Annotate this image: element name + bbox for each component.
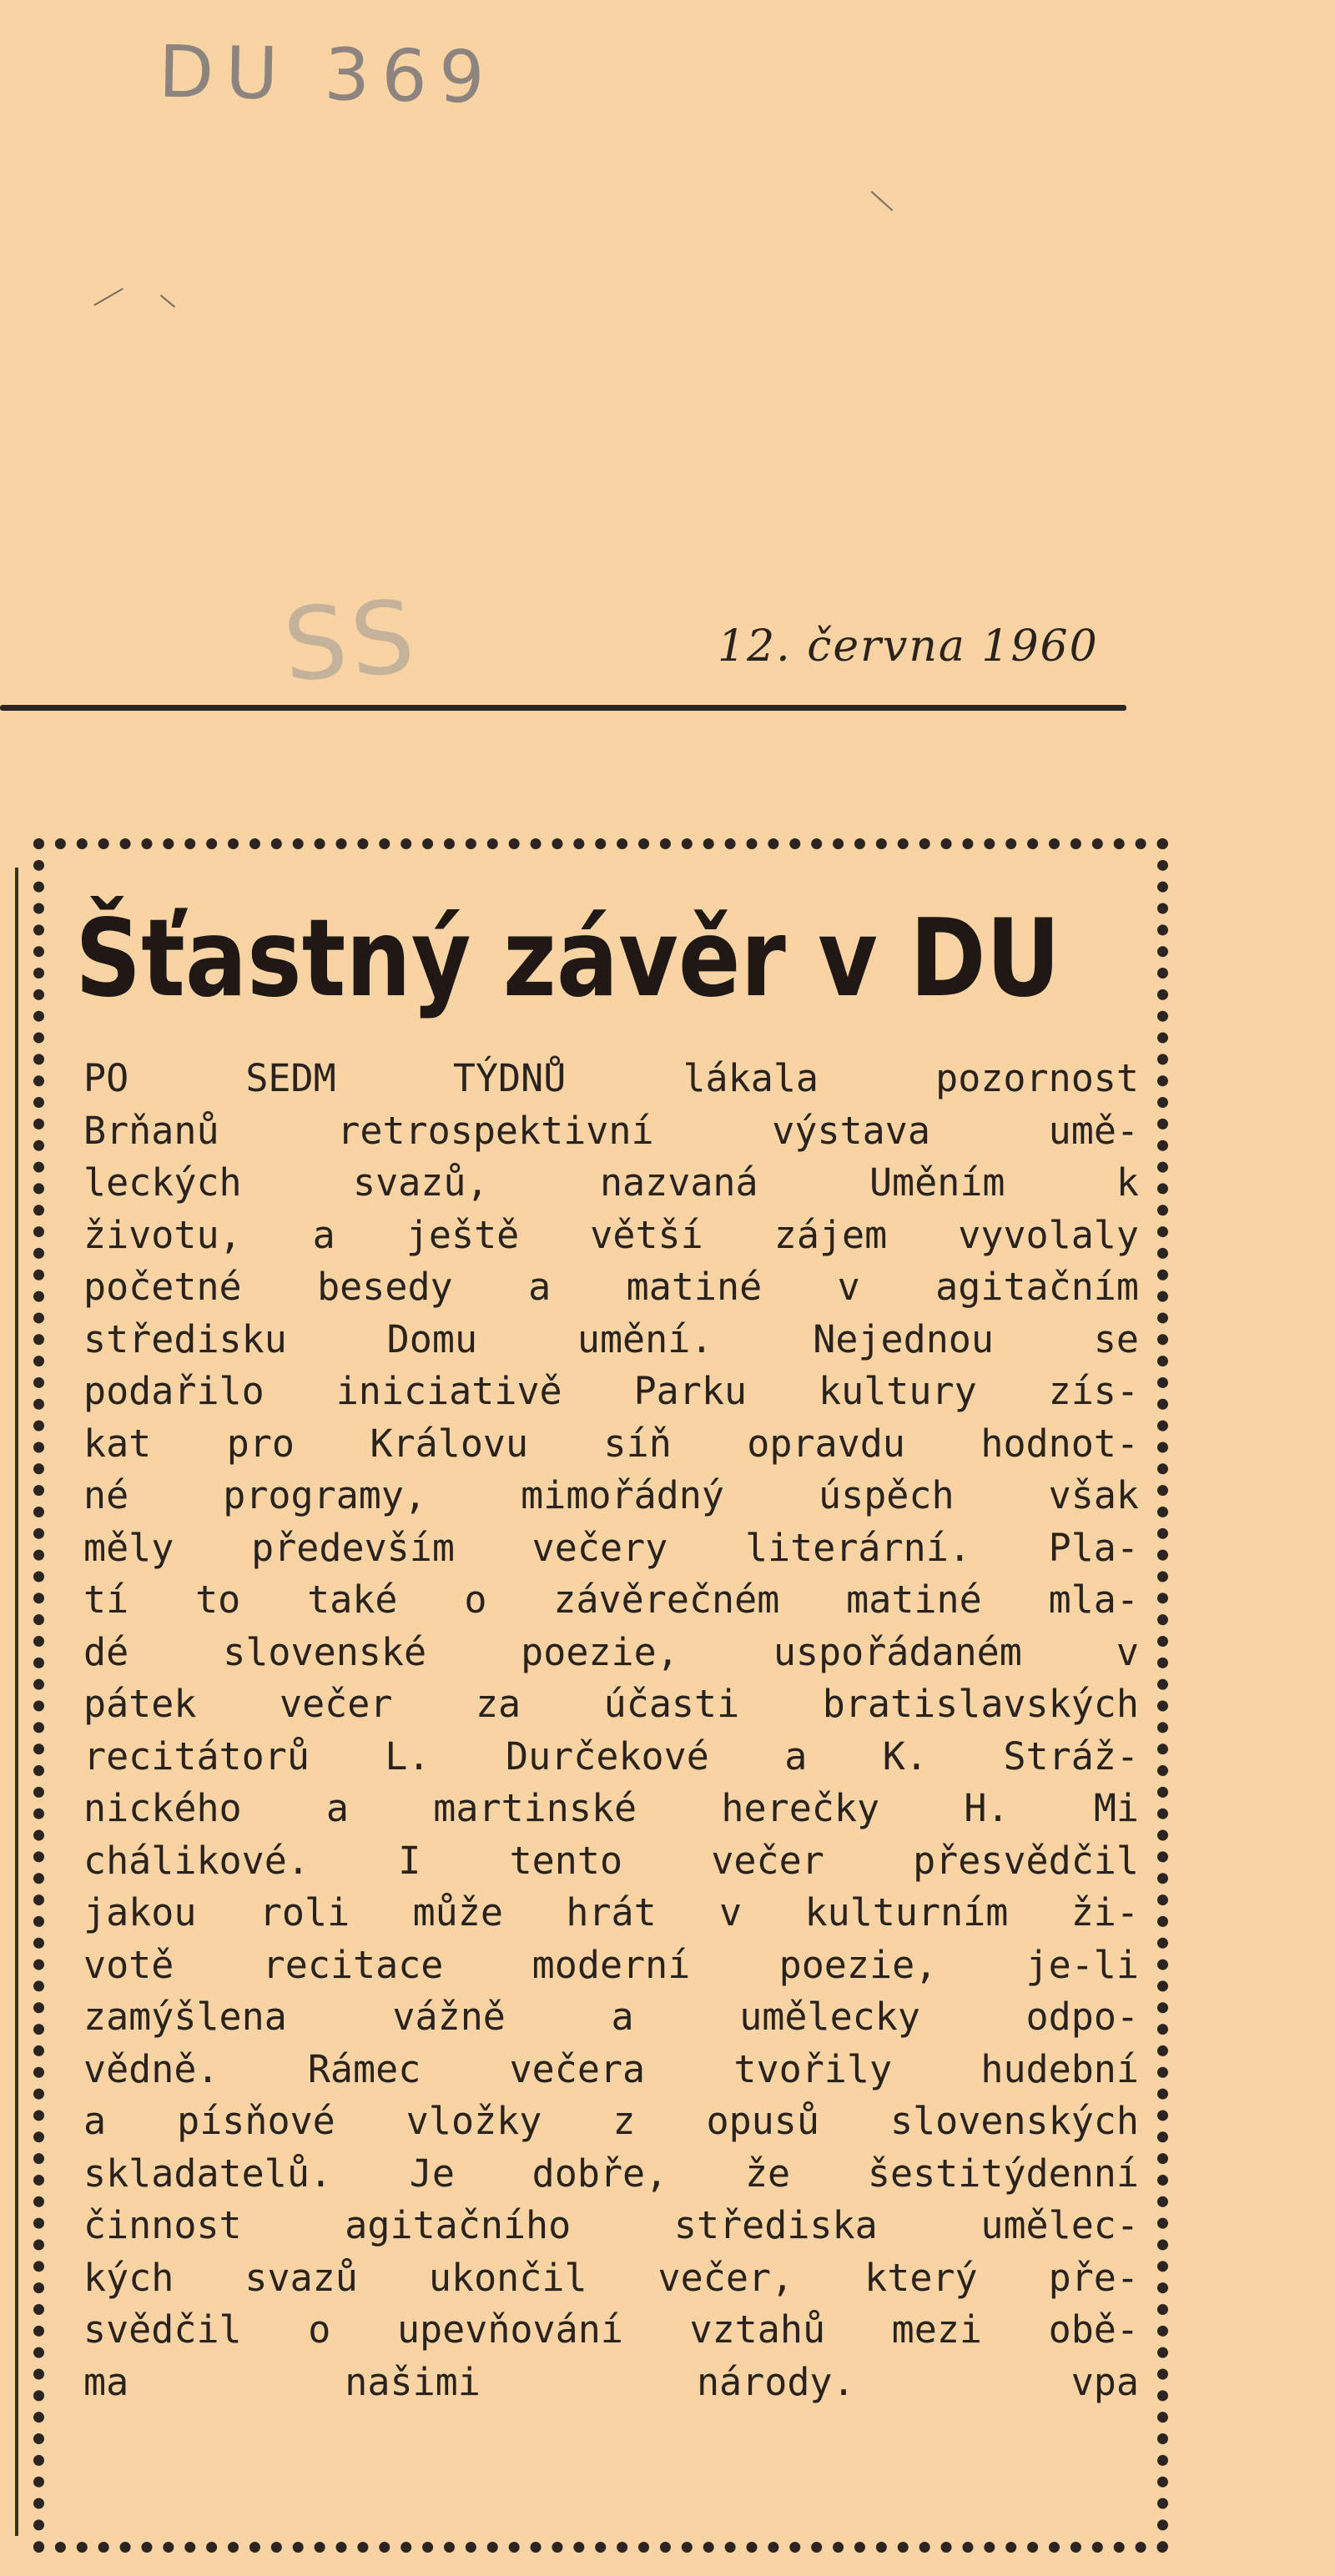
article-line: kých svazů ukončil večer, který pře- xyxy=(83,2255,1139,2300)
pencil-stroke xyxy=(871,191,894,211)
dateline: 12. června 1960 xyxy=(718,621,1099,672)
article-body xyxy=(83,1053,1139,2408)
article-line: leckých svazů, nazvaná Uměním k xyxy=(83,1160,1139,1205)
article-line: životu, a ještě větší zájem vyvolaly xyxy=(83,1212,1139,1257)
article-line: početné besedy a matiné v agitačním xyxy=(83,1265,1139,1309)
margin-mark: SS xyxy=(280,579,421,705)
article-line: měly především večery literární. Pla- xyxy=(83,1525,1139,1570)
article-line: kat pro Královu síň opravdu hodnot- xyxy=(83,1421,1139,1466)
article-line: Brňanů retrospektivní výstava umě- xyxy=(83,1108,1139,1153)
header-rule xyxy=(0,705,1126,711)
article-line: činnost agitačního střediska umělec- xyxy=(83,2203,1139,2247)
article-line: né programy, mimořádný úspěch však xyxy=(83,1473,1139,1517)
article-line: votě recitace moderní poezie, je-li xyxy=(83,1942,1139,1987)
article-line: vědně. Rámec večera tvořily hudební xyxy=(83,2046,1139,2091)
article-line: podařilo iniciativě Parku kultury zís- xyxy=(83,1369,1139,1413)
article-line: ma našimi národy. vpa xyxy=(83,2359,1139,2404)
pencil-stroke xyxy=(93,288,123,306)
article-line: PO SEDM TÝDNŮ lákala pozornost xyxy=(83,1056,1139,1100)
article-line: skladatelů. Je dobře, že šestitýdenní xyxy=(83,2151,1139,2196)
article-line: nického a martinské herečky H. Mi xyxy=(83,1786,1139,1830)
article-headline: Šťastný závěr v DU xyxy=(75,897,1060,1021)
article-line: svědčil o upevňování vztahů mezi obě- xyxy=(83,2307,1139,2352)
article-line: dé slovenské poezie, uspořádaném v xyxy=(83,1629,1139,1674)
article-line: a písňové vložky z opusů slovenských xyxy=(83,2099,1139,2143)
article-line: recitátorů L. Durčekové a K. Stráž- xyxy=(83,1733,1139,1779)
article-line: pátek večer za účasti bratislavských xyxy=(83,1682,1139,1726)
article-line: tí to také o závěrečném matiné mla- xyxy=(83,1577,1139,1622)
article-line: středisku Domu umění. Nejednou se xyxy=(83,1316,1139,1361)
article-line: chálikové. I tento večer přesvědčil xyxy=(83,1838,1139,1883)
pencil-stroke xyxy=(160,294,175,308)
article-line: jakou roli může hrát v kulturním ži- xyxy=(83,1890,1139,1935)
article-line: zamýšlena vážně a umělecky odpo- xyxy=(83,1995,1139,2039)
archive-mark: DU 369 xyxy=(158,30,497,120)
article-frame-left-edge xyxy=(15,868,18,2536)
